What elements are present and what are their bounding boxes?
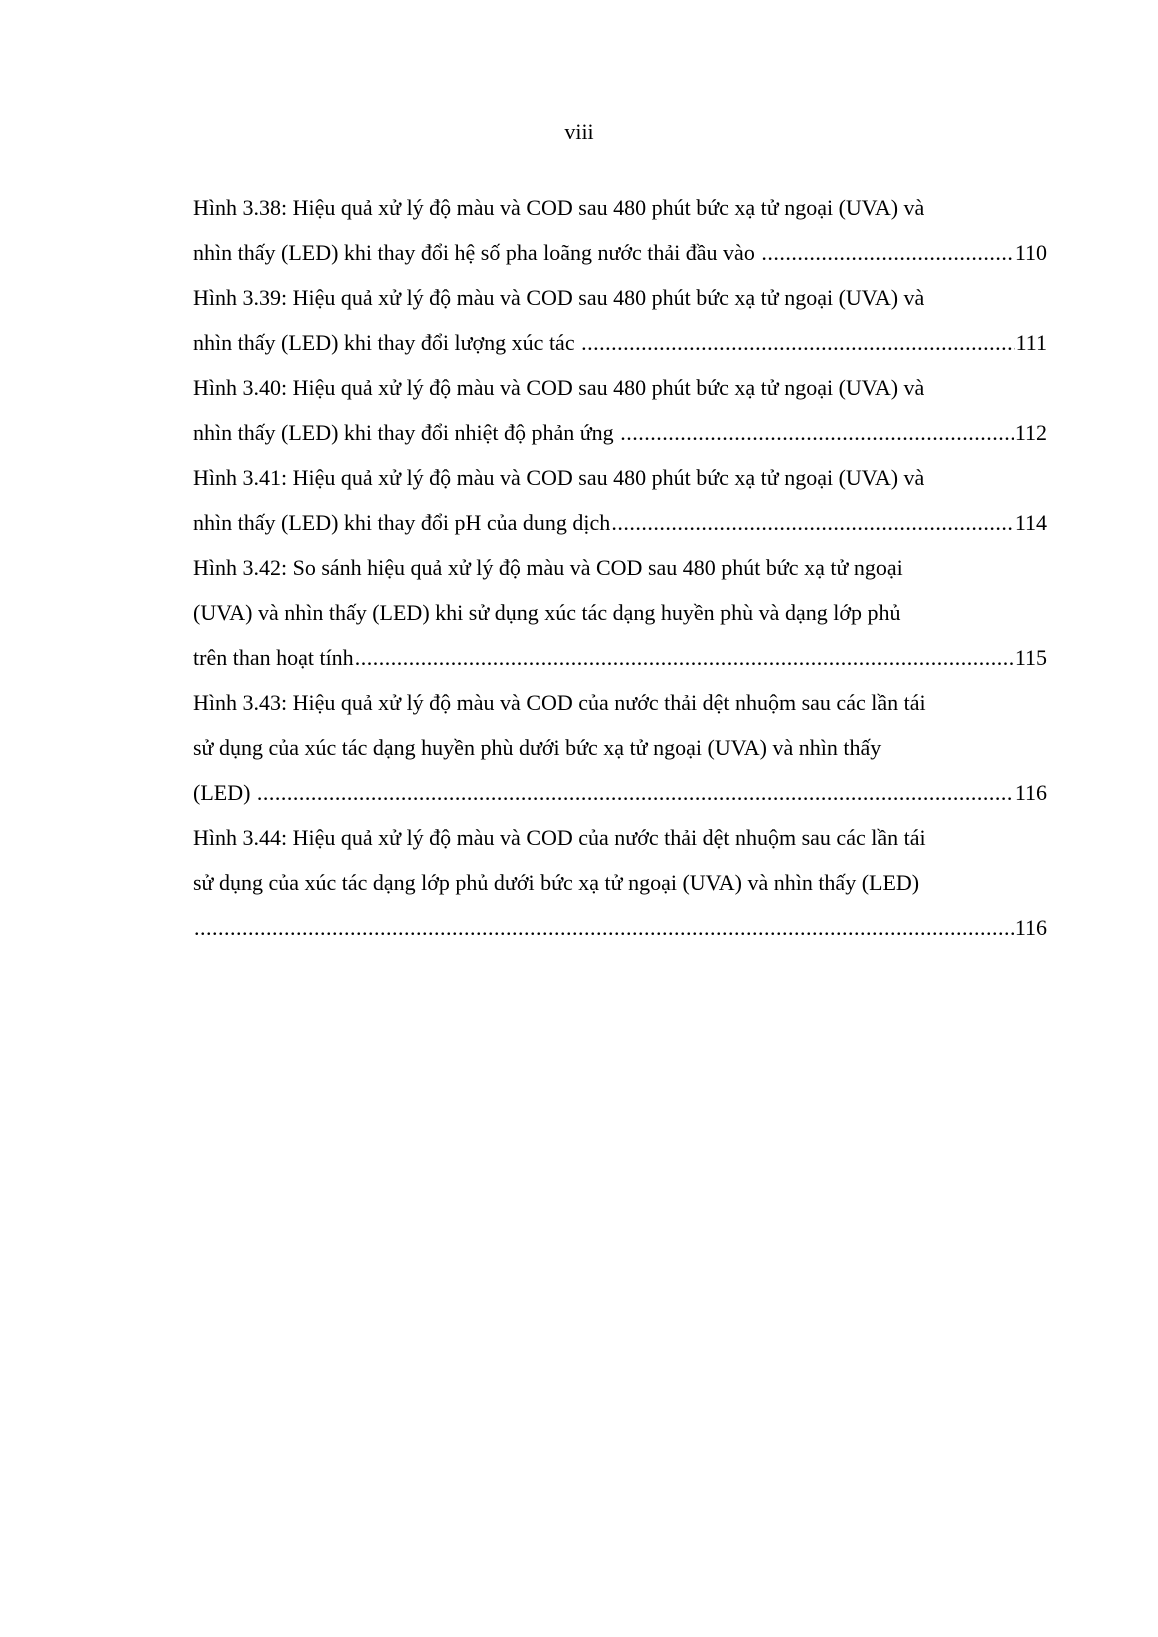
toc-entry-title-end: nhìn thấy (LED) khi thay đổi hệ số pha loãng nước thải đầu vào <box>193 240 761 265</box>
toc-entry-title-end: nhìn thấy (LED) khi thay đổi pH của dung dịch <box>193 510 611 535</box>
toc-entry-line: sử dụng của xúc tác dạng huyền phù dưới bức xạ tử ngoại (UVA) và nhìn thấy <box>193 735 882 760</box>
dot-leader <box>620 410 1014 455</box>
toc-entry-page-number[interactable]: 116 <box>1014 915 1047 940</box>
toc-entry-line: Hình 3.39: Hiệu quả xử lý độ màu và COD sau 480 phút bức xạ tử ngoại (UVA) và <box>193 285 925 310</box>
toc-entry-line: sử dụng của xúc tác dạng lớp phủ dưới bức xạ tử ngoại (UVA) và nhìn thấy (LED) <box>193 870 920 895</box>
page-number: viii <box>564 119 594 144</box>
toc-entry[interactable] <box>193 455 1047 545</box>
toc-entry-page-number[interactable]: 111 <box>1015 330 1047 355</box>
dot-leader <box>581 320 1015 365</box>
dot-leader <box>761 230 1013 275</box>
toc-entry-last-line <box>193 410 1047 455</box>
toc-entry-line: (UVA) và nhìn thấy (LED) khi sử dụng xúc tác dạng huyền phù và dạng lớp phủ <box>193 600 901 625</box>
toc-entry-page-number[interactable]: 112 <box>1014 420 1047 445</box>
toc-entry-last-line <box>193 230 1047 275</box>
toc-entry[interactable] <box>193 275 1047 365</box>
toc-entry-page-number[interactable]: 115 <box>1014 645 1047 670</box>
list-of-figures <box>193 185 1047 950</box>
toc-entry-title-end: nhìn thấy (LED) khi thay đổi nhiệt độ phản ứng <box>193 420 620 445</box>
toc-entry[interactable] <box>193 680 1047 815</box>
dot-leader <box>257 770 1014 815</box>
toc-entry-page-number[interactable]: 114 <box>1014 510 1047 535</box>
dot-leader <box>194 905 1014 950</box>
toc-entry[interactable] <box>193 815 1047 950</box>
toc-entry-last-line <box>193 320 1047 365</box>
toc-entry-line: Hình 3.40: Hiệu quả xử lý độ màu và COD sau 480 phút bức xạ tử ngoại (UVA) và <box>193 375 925 400</box>
toc-entry-page-number[interactable]: 110 <box>1014 240 1047 265</box>
toc-entry[interactable] <box>193 185 1047 275</box>
dot-leader <box>611 500 1014 545</box>
toc-entry-last-line <box>193 500 1047 545</box>
dot-leader <box>355 635 1014 680</box>
toc-entry-line: Hình 3.44: Hiệu quả xử lý độ màu và COD của nước thải dệt nhuộm sau các lần tái <box>193 825 926 850</box>
toc-entry-line: Hình 3.38: Hiệu quả xử lý độ màu và COD sau 480 phút bức xạ tử ngoại (UVA) và <box>193 195 925 220</box>
toc-entry[interactable] <box>193 365 1047 455</box>
toc-entry-line: Hình 3.42: So sánh hiệu quả xử lý độ màu và COD sau 480 phút bức xạ tử ngoại <box>193 555 903 580</box>
toc-entry-last-line <box>193 905 1047 950</box>
toc-entry[interactable] <box>193 545 1047 680</box>
toc-entry-line: Hình 3.41: Hiệu quả xử lý độ màu và COD sau 480 phút bức xạ tử ngoại (UVA) và <box>193 465 925 490</box>
toc-entry-title-end: nhìn thấy (LED) khi thay đổi lượng xúc tác <box>193 330 581 355</box>
toc-entry-title-end: (LED) <box>193 780 256 805</box>
toc-entry-last-line <box>193 635 1047 680</box>
toc-entry-page-number[interactable]: 116 <box>1014 780 1047 805</box>
toc-entry-last-line <box>193 770 1047 815</box>
toc-entry-line: Hình 3.43: Hiệu quả xử lý độ màu và COD của nước thải dệt nhuộm sau các lần tái <box>193 690 926 715</box>
toc-entry-title-end: trên than hoạt tính <box>193 645 354 670</box>
